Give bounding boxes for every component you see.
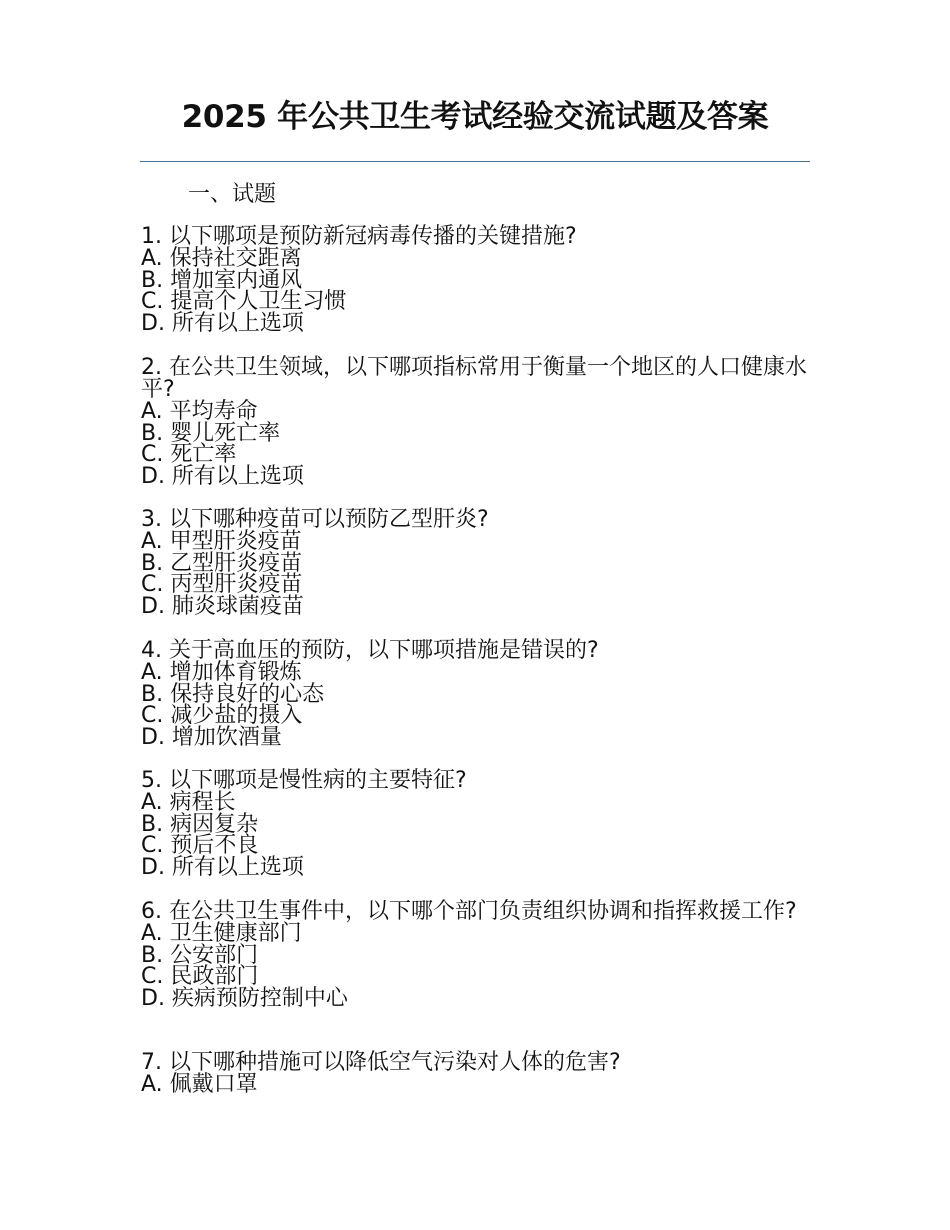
question-7 — [141, 1052, 811, 1096]
option-c: C. 死亡率 — [141, 442, 237, 468]
option-a: A. 保持社交距离 — [141, 246, 302, 271]
option-d: D. 所有以上选项 — [141, 310, 304, 336]
option-d: D. 肺炎球菌疫苗 — [141, 593, 304, 619]
option-b: B. 增加室内通风 — [141, 267, 303, 293]
title-underline — [140, 161, 810, 162]
question-stem: 6. 在公共卫生事件中，以下哪个部门负责组织协调和指挥救援工作? — [141, 899, 797, 924]
option-c: C. 减少盐的摄入 — [141, 703, 303, 729]
option-d: D. 所有以上选项 — [141, 463, 304, 489]
option-d: D. 增加饮酒量 — [141, 724, 282, 750]
question-stem: 7. 以下哪种措施可以降低空气污染对人体的危害? — [141, 1050, 621, 1075]
question-stem: 1. 以下哪项是预防新冠病毒传播的关键措施? — [141, 224, 577, 249]
option-b: B. 婴儿死亡率 — [141, 420, 281, 446]
option-a: A. 甲型肝炎疫苗 — [141, 529, 302, 554]
option-b: B. 公安部门 — [141, 942, 259, 968]
option-c: C. 预后不良 — [141, 833, 259, 859]
question-3 — [141, 509, 811, 617]
option-a: A. 增加体育锻炼 — [141, 660, 302, 685]
question-2 — [141, 357, 811, 487]
option-b: B. 病因复杂 — [141, 811, 259, 837]
option-c: C. 丙型肝炎疫苗 — [141, 572, 303, 598]
question-1 — [141, 226, 811, 334]
question-stem: 4. 关于高血压的预防，以下哪项措施是错误的? — [141, 638, 599, 663]
option-d: D. 疾病预防控制中心 — [141, 985, 348, 1011]
document-title: 2025 年公共卫生考试经验交流试题及答案 — [181, 99, 769, 135]
question-5 — [141, 770, 811, 878]
option-a: A. 卫生健康部门 — [141, 921, 302, 946]
option-c: C. 提高个人卫生习惯 — [141, 289, 347, 315]
option-a: A. 病程长 — [141, 790, 236, 815]
section-heading: 一、试题 — [188, 182, 277, 207]
option-d: D. 所有以上选项 — [141, 854, 304, 880]
option-b: B. 保持良好的心态 — [141, 681, 325, 707]
question-stem: 2. 在公共卫生领域，以下哪项指标常用于衡量一个地区的人口健康水平? — [141, 355, 807, 402]
option-b: B. 乙型肝炎疫苗 — [141, 550, 303, 576]
question-6 — [141, 901, 811, 1009]
question-4 — [141, 640, 811, 748]
question-stem: 5. 以下哪项是慢性病的主要特征? — [141, 768, 467, 793]
option-a: A. 平均寿命 — [141, 399, 258, 424]
question-stem: 3. 以下哪种疫苗可以预防乙型肝炎? — [141, 507, 489, 532]
option-c: C. 民政部门 — [141, 964, 259, 990]
option-a: A. 佩戴口罩 — [141, 1072, 258, 1097]
